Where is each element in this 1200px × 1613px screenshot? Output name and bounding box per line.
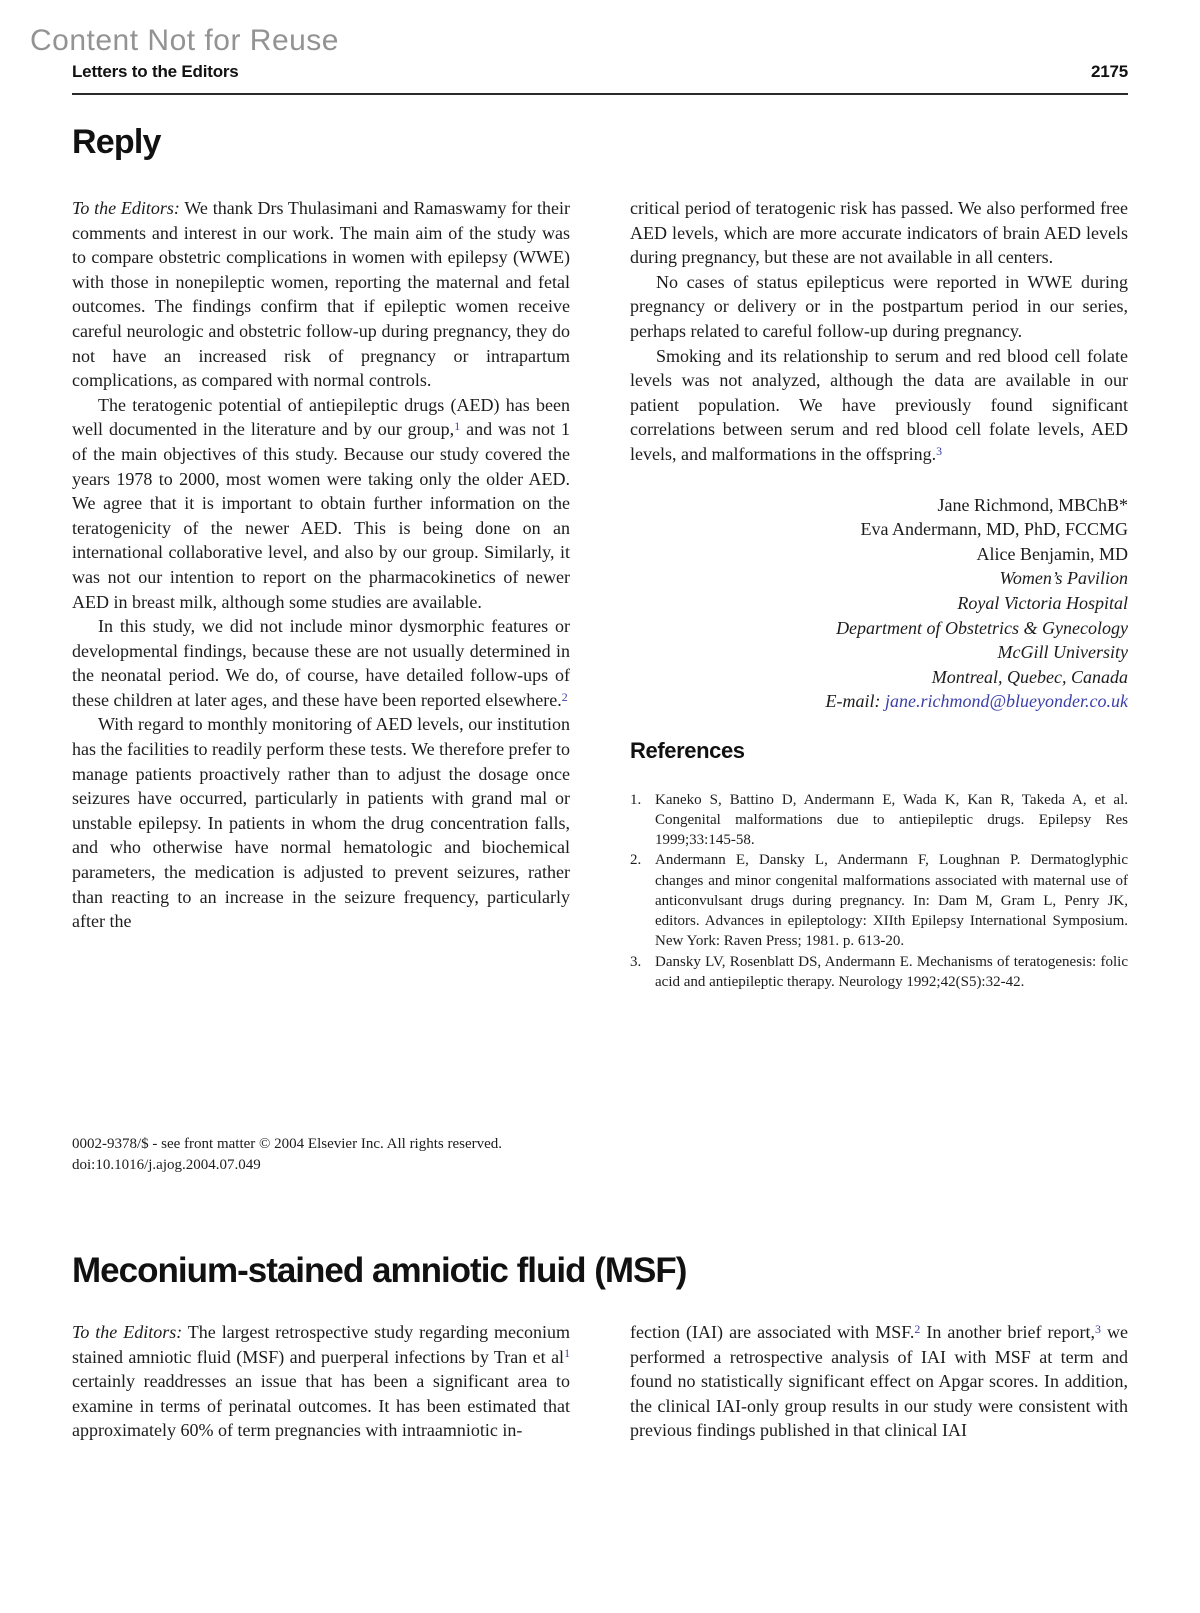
- text-segment: Royal Victoria Hospital: [957, 592, 1128, 613]
- text-segment: fection (IAI) are associated with MSF.: [630, 1322, 915, 1342]
- text-segment: Eva Andermann, MD, PhD, FCCMG: [860, 519, 1128, 540]
- article-title-reply: Reply: [72, 122, 161, 161]
- reference-number: 3.: [630, 953, 642, 970]
- text-segment: McGill University: [997, 642, 1128, 663]
- reference-text: Andermann E, Dansky L, Andermann F, Loughnan P. Dermatoglyphic changes and minor congenital malformations associated with maternal use of anticonvulsant drugs during pregnancy. In: Dam M, Gram L, Penry JK, editors. Advances in epileptology: XIIth Epilepsy International Symposium. New York: Raven Press; 1981. p. 613-20.: [655, 852, 1128, 950]
- paragraph: [630, 196, 1128, 270]
- signature-affiliation: [630, 665, 1128, 690]
- paragraph: [72, 196, 570, 393]
- text-segment: In this study, we did not include minor dysmorphic features or developmental findings, because these are not usually determined in the neonatal period. We do, of course, have detailed follow-ups of these children at later ages, and these have been reported elsewhere.: [72, 616, 570, 710]
- signature-author: [630, 517, 1128, 542]
- paragraph: [72, 712, 570, 933]
- citation-ref-3[interactable]: 3: [1095, 1321, 1101, 1336]
- reference-item: [630, 952, 1128, 992]
- article-title-msf: Meconium-stained amniotic fluid (MSF): [72, 1251, 687, 1291]
- text-segment: To the Editors:: [72, 1322, 183, 1342]
- references-heading: References: [630, 737, 745, 763]
- msf-right-column: [630, 1320, 1128, 1443]
- watermark-text: Content Not for Reuse: [30, 24, 339, 57]
- text-segment: The largest retrospective study regarding meconium stained amniotic fluid (MSF) and puerperal infections by Tran et al: [72, 1322, 570, 1367]
- text-segment: Department of Obstetrics & Gynecology: [836, 617, 1128, 638]
- reference-number: 1.: [630, 791, 642, 808]
- citation-ref-2[interactable]: 2: [561, 689, 568, 704]
- reference-item: [630, 790, 1128, 851]
- reference-number: 2.: [630, 852, 642, 869]
- citation-ref-1[interactable]: 1: [454, 419, 461, 433]
- signature-affiliation: [630, 566, 1128, 591]
- text-segment: and was not 1 of the main objectives of this study. Because our study covered the years 1978 to 2000, most women were taking only the older AED. We agree that it is important to obtain further information on the teratogenicity of the newer AED. This is being done on an international collaborative level, and also by our group. Similarly, it was not our intention to report on the pharmacokinetics of newer AED in breast milk, although some studies are available.: [72, 419, 571, 612]
- reference-text: Dansky LV, Rosenblatt DS, Andermann E. Mechanisms of teratogenesis: folic acid and antiepileptic therapy. Neurology 1992;42(S5):32-42.: [655, 953, 1128, 990]
- reference-text: Kaneko S, Battino D, Andermann E, Wada K, Kan R, Takeda A, et al. Congenital malformations due to antiepileptic drugs. Epilepsy Res 1999;33:145-58.: [655, 791, 1128, 849]
- page-header: [72, 62, 1128, 82]
- header-divider: [72, 93, 1128, 95]
- signature-author: [630, 542, 1128, 567]
- text-segment: certainly readdresses an issue that has been a significant area to examine in terms of perinatal outcomes. It has been estimated that approximately 60% of term pregnancies with intraamniotic in-: [72, 1371, 570, 1441]
- signature-block: [630, 493, 1128, 714]
- paragraph: [72, 614, 570, 712]
- reply-right-column: [630, 196, 1128, 992]
- text-segment: Montreal, Quebec, Canada: [931, 666, 1128, 687]
- text-segment: Jane Richmond, MBChB*: [937, 494, 1128, 515]
- reference-item: [630, 850, 1128, 951]
- citation-ref-2[interactable]: 2: [914, 1321, 921, 1336]
- text-segment: We thank Drs Thulasimani and Ramaswamy for their comments and interest in our work. The main aim of the study was to compare obstetric complications in women with epilepsy (WWE) with those in nonepileptic women, reporting the maternal and fetal outcomes. The findings confirm that if epileptic women receive careful neurologic and obstetric follow-up during pregnancy, they do not have an increased risk of pregnancy or intrapartum complications, as compared with normal controls.: [72, 198, 570, 391]
- text-segment: To the Editors:: [72, 198, 180, 218]
- citation-ref-3[interactable]: 3: [936, 443, 943, 458]
- signature-affiliation: [630, 616, 1128, 641]
- article-msf-body: [72, 1320, 1128, 1443]
- signature-email-line: [630, 689, 1128, 714]
- text-segment: With regard to monthly monitoring of AED levels, our institution has the facilities to readily perform these tests. We therefore prefer to manage patients proactively rather than to adjust the dosage once seizures have occurred, particularly in patients with grand mal or unstable epilepsy. In patients in whom the drug concentration falls, and who otherwise have normal hematologic and biochemical parameters, the medication is adjusted to prevent seizures, rather than reacting to an increase in the seizure frequency, particularly after the: [72, 714, 571, 932]
- signature-author: [630, 493, 1128, 518]
- msf-left-column: [72, 1320, 570, 1443]
- page-number: 2175: [1090, 62, 1128, 81]
- text-segment: Women’s Pavilion: [999, 568, 1128, 589]
- references-list: [630, 790, 1128, 992]
- text-segment: Smoking and its relationship to serum and red blood cell folate levels was not analyzed, although the data are available in our patient population. We have previously found significant correlations between serum and red blood cell folate levels, AED levels, and malformations in the offspring.: [630, 345, 1128, 464]
- section-label: Letters to the Editors: [72, 62, 239, 81]
- email-link[interactable]: jane.richmond@blueyonder.co.uk: [885, 691, 1128, 712]
- paragraph: [630, 270, 1128, 344]
- copyright-line: 0002-9378/$ - see front matter © 2004 Elsevier Inc. All rights reserved.: [72, 1136, 503, 1152]
- paragraph: [72, 393, 570, 614]
- text-segment: we performed a retrospective analysis of IAI with MSF at term and found no statistically significant effect on Apgar scores. In addition, the clinical IAI-only group results in our study were consistent with previous findings published in that clinical IAI: [630, 1322, 1128, 1441]
- citation-ref-1[interactable]: 1: [564, 1346, 570, 1361]
- copyright-footer: [72, 1134, 502, 1176]
- paragraph: [630, 344, 1128, 467]
- article-reply-body: [72, 196, 1128, 992]
- text-segment: Alice Benjamin, MD: [976, 543, 1128, 564]
- text-segment: critical period of teratogenic risk has passed. We also performed free AED levels, which are more accurate indicators of brain AED levels during pregnancy, but these are not available in all centers.: [630, 198, 1128, 268]
- text-segment: In another brief report,: [920, 1322, 1095, 1342]
- text-segment: E-mail:: [825, 691, 885, 712]
- paragraph: [630, 1320, 1128, 1443]
- reply-left-column: [72, 196, 570, 992]
- text-segment: The teratogenic potential of antiepileptic drugs (AED) has been well documented in the literature and by our group,: [72, 394, 570, 440]
- signature-affiliation: [630, 591, 1128, 616]
- doi-line: doi:10.1016/j.ajog.2004.07.049: [72, 1157, 261, 1173]
- signature-affiliation: [630, 640, 1128, 665]
- paragraph: [72, 1320, 570, 1443]
- text-segment: No cases of status epilepticus were reported in WWE during pregnancy or delivery or in the postpartum period in our series, perhaps related to careful follow-up during pregnancy.: [630, 271, 1128, 341]
